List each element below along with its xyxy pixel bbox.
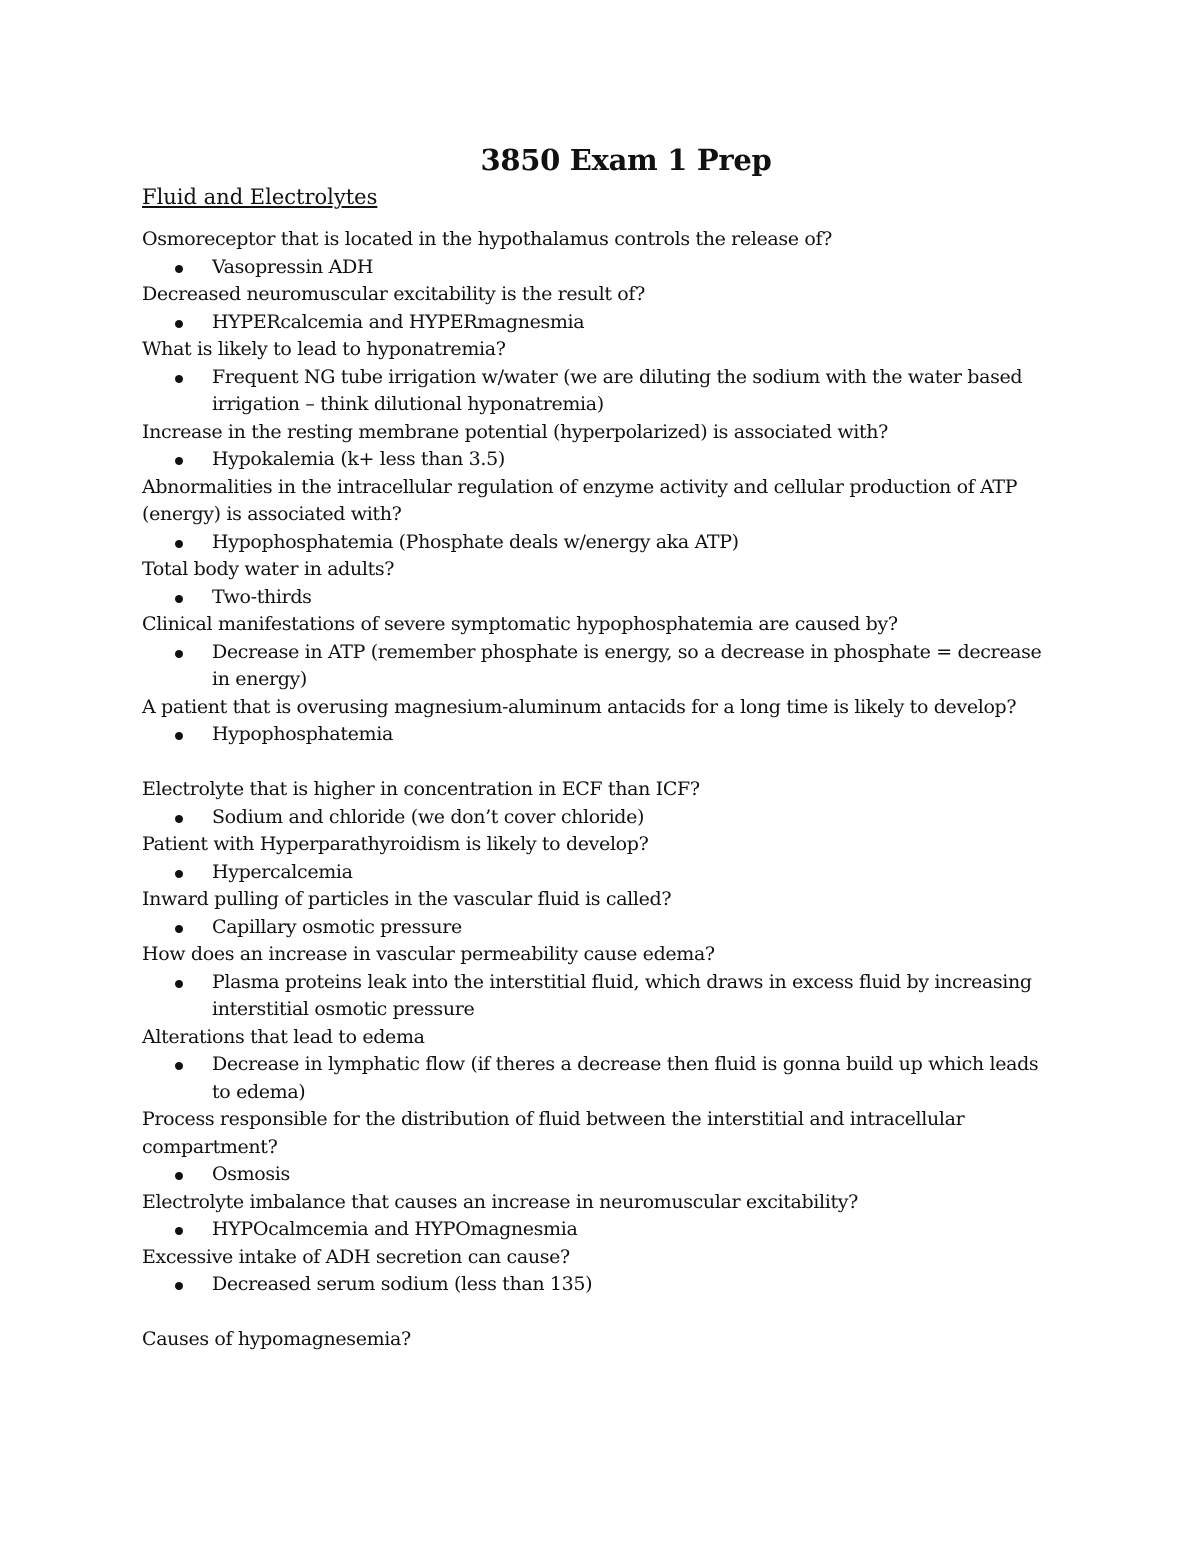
answer-text: Plasma proteins leak into the interstitial fluid, which draws in excess fluid by increasing interstitial osmotic pressure xyxy=(212,970,1032,1020)
bullet-icon xyxy=(175,870,183,878)
answer-bullet-item xyxy=(142,1161,1052,1189)
bullet-icon xyxy=(175,1282,183,1290)
question-text: Process responsible for the distribution of fluid between the interstitial and intracellular compartment? xyxy=(142,1108,965,1158)
blank-line xyxy=(142,1299,1052,1327)
answer-text: Hypophosphatemia xyxy=(212,723,393,745)
bullet-icon xyxy=(175,320,183,328)
answer-bullet-item xyxy=(142,804,1052,832)
answer-text: Osmosis xyxy=(212,1163,290,1185)
answer-bullet-item xyxy=(142,1216,1052,1244)
answer-bullet-item xyxy=(142,254,1052,282)
answer-text: Hypokalemia (k+ less than 3.5) xyxy=(212,448,505,470)
answer-bullet-item xyxy=(142,721,1052,749)
answer-text: HYPOcalmcemia and HYPOmagnesmia xyxy=(212,1218,578,1240)
document-body xyxy=(142,140,1052,1354)
bullet-icon xyxy=(175,815,183,823)
answer-text: Capillary osmotic pressure xyxy=(212,915,462,938)
answer-bullet-item xyxy=(142,309,1052,337)
answer-text: Decreased serum sodium (less than 135) xyxy=(212,1273,593,1295)
bullet-icon xyxy=(175,375,183,383)
bullet-icon xyxy=(175,1062,183,1070)
question-text: Abnormalities in the intracellular regulation of enzyme activity and cellular production of ATP (energy) is associated with? xyxy=(142,475,1018,525)
answer-text: Decrease in ATP (remember phosphate is energy, so a decrease in phosphate = decrease in energy) xyxy=(212,640,1042,690)
answer-text: Two-thirds xyxy=(212,585,312,608)
section-heading: Fluid and Electrolytes xyxy=(142,185,378,209)
page-title: 3850 Exam 1 Prep xyxy=(480,143,772,177)
answer-text: Hypophosphatemia (Phosphate deals w/energy aka ATP) xyxy=(212,530,739,553)
bullet-icon xyxy=(175,980,183,988)
answer-bullet-item xyxy=(142,859,1052,887)
bullet-icon xyxy=(175,265,183,273)
question-text: Inward pulling of particles in the vascular fluid is called? xyxy=(142,888,672,910)
bullet-icon xyxy=(175,732,183,740)
question-text: Total body water in adults? xyxy=(142,558,395,580)
question-text: Causes of hypomagnesemia? xyxy=(142,1328,411,1350)
answer-bullet-item xyxy=(142,364,1052,419)
answer-text: Sodium and chloride (we don’t cover chloride) xyxy=(212,805,645,828)
question-text: Decreased neuromuscular excitability is the result of? xyxy=(142,283,645,305)
question-text: Osmoreceptor that is located in the hypothalamus controls the release of? xyxy=(142,228,833,250)
answer-bullet-item xyxy=(142,446,1052,474)
blank-line xyxy=(142,749,1052,777)
answer-text: Frequent NG tube irrigation w/water (we are diluting the sodium with the water based irrigation – think dilutional hyponatremia) xyxy=(212,365,1023,415)
answer-bullet-item xyxy=(142,584,1052,612)
answer-bullet-item xyxy=(142,529,1052,557)
question-text: Electrolyte that is higher in concentration in ECF than ICF? xyxy=(142,778,700,800)
question-text: Electrolyte imbalance that causes an increase in neuromuscular excitability? xyxy=(142,1190,858,1213)
bullet-icon xyxy=(175,595,183,603)
answer-text: Decrease in lymphatic flow (if theres a decrease then fluid is gonna build up which leads to edema) xyxy=(212,1053,1039,1103)
bullet-icon xyxy=(175,1227,183,1235)
answer-text: HYPERcalcemia and HYPERmagnesmia xyxy=(212,310,585,333)
bullet-icon xyxy=(175,1172,183,1180)
bullet-icon xyxy=(175,925,183,933)
answer-bullet-item xyxy=(142,1271,1052,1299)
question-text: What is likely to lead to hyponatremia? xyxy=(142,338,506,360)
qa-list xyxy=(142,226,1052,1354)
bullet-icon xyxy=(175,540,183,548)
question-text: Excessive intake of ADH secretion can cause? xyxy=(142,1245,570,1268)
bullet-icon xyxy=(175,457,183,465)
answer-bullet-item xyxy=(142,914,1052,942)
answer-text: Hypercalcemia xyxy=(212,860,353,883)
question-text: Increase in the resting membrane potential (hyperpolarized) is associated with? xyxy=(142,420,888,443)
answer-bullet-item xyxy=(142,1051,1052,1106)
answer-text: Vasopressin ADH xyxy=(212,255,374,278)
answer-bullet-item xyxy=(142,639,1052,694)
question-text: Patient with Hyperparathyroidism is likely to develop? xyxy=(142,833,649,855)
question-text: Alterations that lead to edema xyxy=(142,1025,425,1048)
answer-bullet-item xyxy=(142,969,1052,1024)
question-text: A patient that is overusing magnesium-aluminum antacids for a long time is likely to develop? xyxy=(142,695,1017,718)
question-text: How does an increase in vascular permeability cause edema? xyxy=(142,943,715,965)
bullet-icon xyxy=(175,650,183,658)
question-text: Clinical manifestations of severe symptomatic hypophosphatemia are caused by? xyxy=(142,613,898,635)
